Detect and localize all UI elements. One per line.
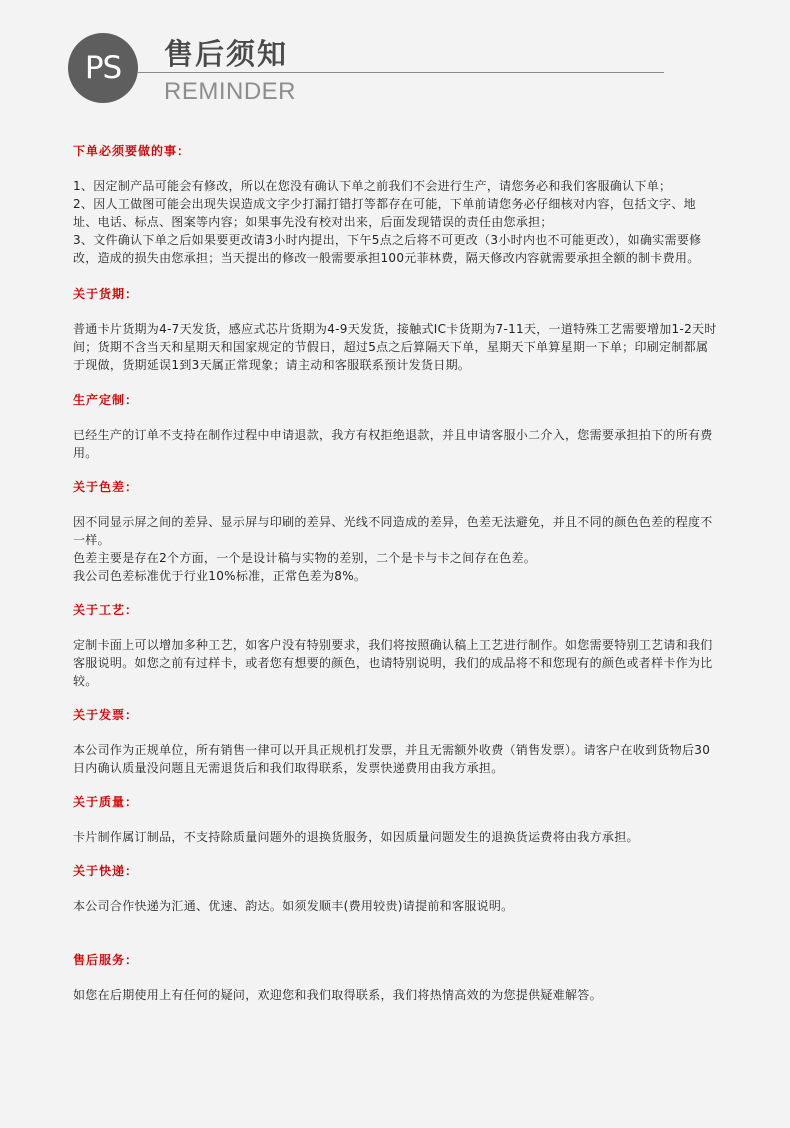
paragraph: 普通卡片货期为4-7天发货，感应式芯片货期为4-9天发货，接触式IC卡货期为7-11天，一道特殊工艺需要增加1-2天时间；货期不含当天和星期天和国家规定的节假日，超过5点之后算隔天下单，星期天下单算星期一下单；印刷定制都属于现做，货期延误1到3天属正常现象；请主动和客服联系预计发货日期。 [73,322,717,372]
section-after-sales [73,951,719,1004]
section-heading: 售后服务： [73,953,139,967]
section-body [73,513,719,585]
paragraph: 3、文件确认下单之后如果要更改请3小时内提出，下午5点之后将不可更改（3小时内也不可能更改），如确实需要修改，造成的损失由您承担；当天提出的修改一般需要承担100元菲林费，隔天修改内容就需要承担全额的制卡费用。 [73,233,702,265]
section-quality [73,793,719,846]
section-heading: 关于色差： [73,480,139,494]
paragraph: 已经生产的订单不支持在制作过程中申请退款，我方有权拒绝退款，并且申请客服小二介入，您需要承担拍下的所有费用。 [73,428,713,460]
paragraph: 本公司合作快递为汇通、优速、韵达。如须发顺丰(费用较贵)请提前和客服说明。 [73,899,514,913]
section-craft [73,601,719,690]
paragraph: 如您在后期使用上有任何的疑问，欢迎您和我们取得联系，我们将热情高效的为您提供疑难解答。 [73,988,602,1002]
paragraph: 卡片制作属订制品，不支持除质量问题外的退换货服务，如因质量问题发生的退换货运费将由我方承担。 [73,830,639,844]
section-body [73,741,719,777]
section-delivery-time [73,285,719,374]
section-heading: 下单必须要做的事： [73,144,191,158]
paragraph: 2、因人工做图可能会出现失误造成文字少打漏打错打等都存在可能，下单前请您务必仔细核对内容，包括文字、地址、电话、标点、图案等内容；如果事先没有校对出来，后面发现错误的责任由您承担； [73,197,696,229]
paragraph: 因不同显示屏之间的差异、显示屏与印刷的差异、光线不同造成的差异，色差无法避免，并且不同的颜色色差的程度不一样。 [73,515,713,547]
section-body [73,828,719,846]
page-title: 售后须知 [164,37,289,71]
title-divider [138,72,664,73]
header [0,0,790,110]
section-heading: 关于快递： [73,864,139,878]
section-production [73,391,719,462]
ps-logo: PS [68,33,138,103]
section-express [73,862,719,915]
section-heading: 生产定制： [73,393,139,407]
section-body [73,986,719,1004]
paragraph: 我公司色差标准优于行业10%标准，正常色差为8%。 [73,569,367,583]
paragraph: 色差主要是存在2个方面，一个是设计稿与实物的差别，二个是卡与卡之间存在色差。 [73,551,537,565]
paragraph: 本公司作为正规单位，所有销售一律可以开具正规机打发票，并且无需额外收费（销售发票）。请客户在收到货物后30日内确认质量没问题且无需退货后和我们取得联系，发票快递费用由我方承担。 [73,743,711,775]
section-body [73,177,719,267]
section-order-requirements [73,142,719,267]
section-heading: 关于工艺： [73,603,139,617]
section-body [73,320,719,374]
section-color-difference [73,478,719,585]
section-body [73,636,719,690]
section-heading: 关于发票： [73,708,139,722]
section-heading: 关于货期： [73,287,139,301]
page-subtitle: REMINDER [164,78,297,105]
section-body [73,897,719,915]
paragraph: 定制卡面上可以增加多种工艺，如客户没有特别要求，我们将按照确认稿上工艺进行制作。如您需要特别工艺请和我们客服说明。如您之前有过样卡，或者您有想要的颜色，也请特别说明，我们的成品将不和您现有的颜色或者样卡作为比较。 [73,638,713,688]
paragraph: 1、因定制产品可能会有修改，所以在您没有确认下单之前我们不会进行生产，请您务必和我们客服确认下单； [73,179,672,193]
section-body [73,426,719,462]
section-invoice [73,706,719,777]
section-heading: 关于质量： [73,795,139,809]
notice-content [73,142,719,1004]
